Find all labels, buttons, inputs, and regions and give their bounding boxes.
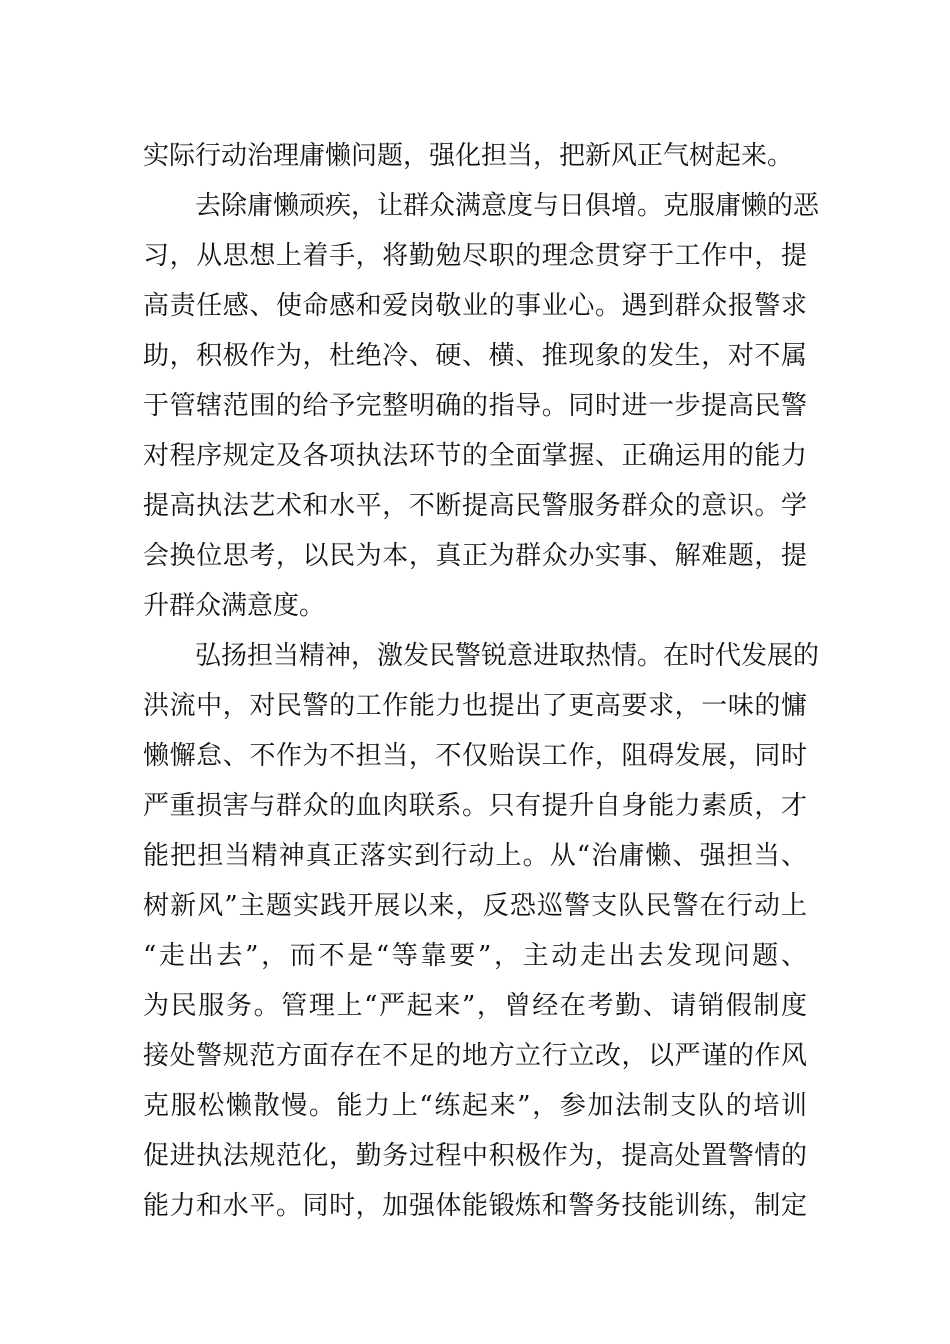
text-line: 习，从思想上着手，将勤勉尽职的理念贯穿于工作中，提	[143, 241, 807, 271]
text-line: 高责任感、使命感和爱岗敬业的事业心。遇到群众报警求	[143, 291, 807, 321]
text-line: 助，积极作为，杜绝冷、硬、横、推现象的发生，对不属	[143, 341, 807, 371]
text-line: 能把担当精神真正落实到行动上。从“治庸懒、强担当、	[143, 841, 807, 871]
text-line: 对程序规定及各项执法环节的全面掌握、正确运用的能力	[143, 441, 807, 471]
text-line: 弘扬担当精神，激发民警锐意进取热情。在时代发展的	[195, 641, 820, 671]
text-line: 接处警规范方面存在不足的地方立行立改，以严谨的作风	[143, 1041, 807, 1071]
text-line: “走出去”，而不是“等靠要”，主动走出去发现问题、	[143, 941, 807, 971]
text-line: 树新风”主题实践开展以来，反恐巡警支队民警在行动上	[143, 891, 807, 921]
text-line: 能力和水平。同时，加强体能锻炼和警务技能训练，制定	[143, 1191, 807, 1221]
text-line: 于管辖范围的给予完整明确的指导。同时进一步提高民警	[143, 391, 807, 421]
document-body	[143, 131, 820, 1231]
text-line: 去除庸懒顽疾，让群众满意度与日俱增。克服庸懒的恶	[195, 191, 820, 221]
text-line: 会换位思考，以民为本，真正为群众办实事、解难题，提	[143, 541, 807, 571]
text-line: 严重损害与群众的血肉联系。只有提升自身能力素质，才	[143, 791, 807, 821]
text-line: 提高执法艺术和水平，不断提高民警服务群众的意识。学	[143, 491, 807, 521]
text-line: 洪流中，对民警的工作能力也提出了更高要求，一味的慵	[143, 691, 807, 721]
text-line: 升群众满意度。	[143, 591, 326, 621]
text-line: 促进执法规范化，勤务过程中积极作为，提高处置警情的	[143, 1141, 807, 1171]
text-line: 懒懈怠、不作为不担当，不仅贻误工作，阻碍发展，同时	[143, 741, 807, 771]
text-line: 实际行动治理庸懒问题，强化担当，把新风正气树起来。	[143, 141, 794, 171]
text-line: 为民服务。管理上“严起来”，曾经在考勤、请销假制度	[143, 991, 807, 1021]
text-line: 克服松懒散慢。能力上“练起来”，参加法制支队的培训	[143, 1091, 807, 1121]
